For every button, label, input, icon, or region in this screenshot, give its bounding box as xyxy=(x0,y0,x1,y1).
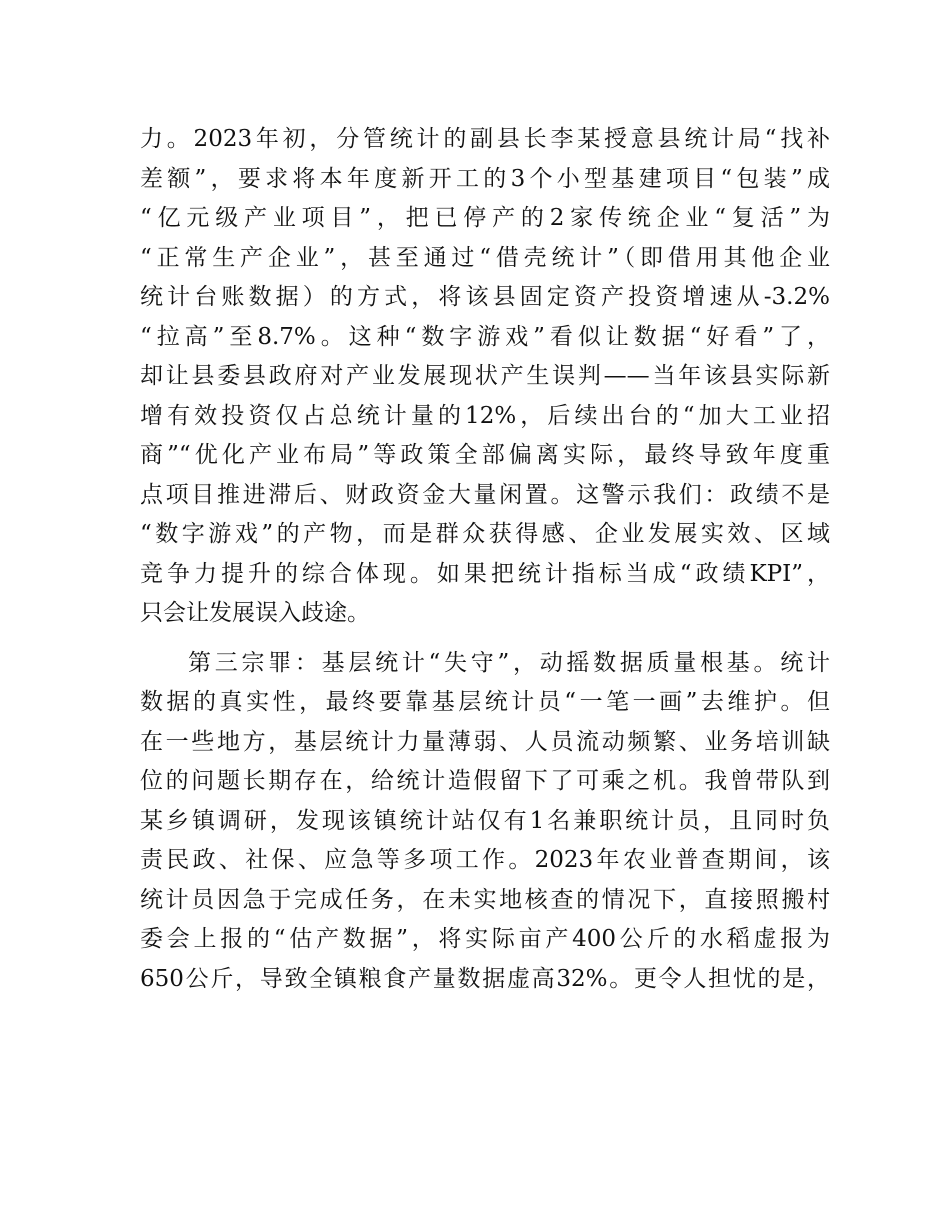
text-line: 在一些地方，基层统计力量薄弱、人员流动频繁、业务培训缺 xyxy=(140,728,830,755)
text-line: “正常生产企业”，甚至通过“借壳统计”（即借用其他企业 xyxy=(140,244,830,271)
text-line: 却让县委县政府对产业发展现状产生误判——当年该县实际新 xyxy=(140,363,830,389)
text-line: 委会上报的“估产数据”，将实际亩产400公斤的水稻虚报为 xyxy=(140,926,830,952)
text-line: “亿元级产业项目”，把已停产的2家传统企业“复活”为 xyxy=(140,205,830,231)
text-line: 力。2023年初，分管统计的副县长李某授意县统计局“找补 xyxy=(140,126,830,152)
text-line: 某乡镇调研，发现该镇统计站仅有1名兼职统计员，且同时负 xyxy=(140,807,830,834)
text-line: 增有效投资仅占总统计量的12%，后续出台的“加大工业招 xyxy=(140,402,830,429)
text-line: 统计台账数据）的方式，将该县固定资产投资增速从-3.2% xyxy=(140,284,830,310)
text-line: 数据的真实性，最终要靠基层统计员“一笔一画”去维护。但 xyxy=(140,689,830,715)
paragraph-spacer xyxy=(140,634,830,644)
text-line: 竞争力提升的综合体现。如果把统计指标当成“政绩KPI”， xyxy=(140,560,830,587)
text-line: 点项目推进滞后、财政资金大量闲置。这警示我们：政绩不是 xyxy=(140,481,830,508)
paragraph-1 xyxy=(140,120,830,634)
text-line: 统计员因急于完成任务，在未实地核查的情况下，直接照搬村 xyxy=(140,886,830,913)
text-line: 只会让发展误入歧途。 xyxy=(140,600,370,626)
text-line: 位的问题长期存在，给统计造假留下了可乘之机。我曾带队到 xyxy=(140,768,830,794)
text-line: 差额”，要求将本年度新开工的3个小型基建项目“包装”成 xyxy=(140,165,830,192)
text-line: 650公斤，导致全镇粮食产量数据虚高32%。更令人担忧的是， xyxy=(140,965,830,992)
text-line: 第三宗罪：基层统计“失守”，动摇数据质量根基。统计 xyxy=(188,649,830,676)
text-line: 商”“优化产业布局”等政策全部偏离实际，最终导致年度重 xyxy=(140,442,830,468)
paragraph-2 xyxy=(140,644,830,1000)
text-line: “数字游戏”的产物，而是群众获得感、企业发展实效、区域 xyxy=(140,521,830,547)
text-line: “拉高”至8.7%。这种“数字游戏”看似让数据“好看”了， xyxy=(140,323,830,350)
text-line: 责民政、社保、应急等多项工作。2023年农业普查期间，该 xyxy=(140,847,830,873)
document-body xyxy=(140,120,830,999)
